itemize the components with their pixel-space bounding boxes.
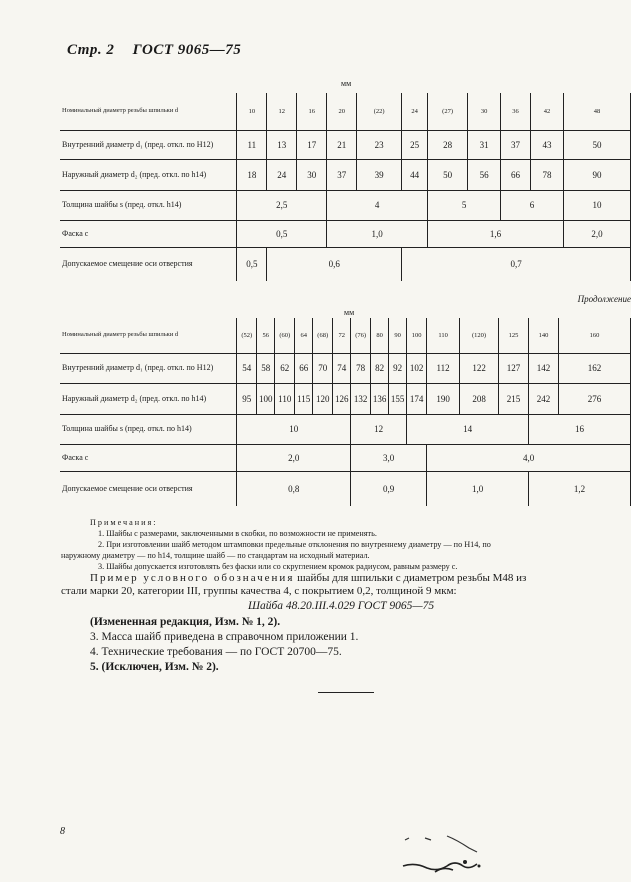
table-cell: 74 <box>333 353 351 383</box>
table-cell: 0,7 <box>402 247 631 281</box>
row-label: Номинальный диаметр резьбы шпильки d <box>60 318 237 353</box>
row-label: Толщина шайбы s (пред. откл. h14) <box>60 190 237 220</box>
table-cell: 43 <box>531 130 564 159</box>
table-cell: 1,0 <box>427 471 529 506</box>
table-cell: 4,0 <box>427 444 631 471</box>
table-cell: 6 <box>501 190 564 220</box>
table-cell: 36 <box>501 93 531 130</box>
table-cell: (22) <box>357 93 402 130</box>
clause-3: 3. Масса шайб приведена в справочном приложении 1. <box>90 631 359 643</box>
table-cell: 70 <box>313 353 333 383</box>
table-cell: 54 <box>237 353 257 383</box>
table-cell: 115 <box>295 383 313 414</box>
note-2-line-1: 2. При изготовлении шайб методом штамповки предельные отклонения по внутреннему диаметру — по H14, по <box>98 540 491 549</box>
table-row <box>60 471 631 506</box>
row-label: Внутренний диаметр d₁ (пред. откл. по H12) <box>60 130 237 159</box>
table-cell: 4 <box>327 190 428 220</box>
table-cell: 66 <box>501 159 531 190</box>
table-row <box>60 220 631 247</box>
table-cell: (76) <box>351 318 371 353</box>
table-cell: 11 <box>237 130 267 159</box>
table-row <box>60 444 631 471</box>
example-text-2: стали марки 20, категории III, группы качества 4, с покрытием 0,2, толщиной 9 мкм: <box>61 585 457 597</box>
table1-unit: мм <box>341 79 352 88</box>
table-cell: 58 <box>257 353 275 383</box>
page-label: Стр. 2 <box>67 42 115 58</box>
row-label: Фаска c <box>60 220 237 247</box>
table-row <box>60 247 631 281</box>
dimensions-table-2 <box>60 318 631 506</box>
note-2-line-2: наружному диаметру — по h14, толщине шайб — по стандартам на исходный материал. <box>61 551 370 560</box>
table-cell: 126 <box>333 383 351 414</box>
table-cell: 66 <box>295 353 313 383</box>
table-cell: 174 <box>407 383 427 414</box>
continuation-label: Продолжение <box>577 294 631 304</box>
table-cell: 1,0 <box>327 220 428 247</box>
table-cell: 100 <box>257 383 275 414</box>
table-cell: 37 <box>501 130 531 159</box>
table-cell: 100 <box>407 318 427 353</box>
table-cell: 16 <box>529 414 631 444</box>
table-cell: 13 <box>267 130 297 159</box>
table-cell: 162 <box>558 353 630 383</box>
table-cell: (52) <box>237 318 257 353</box>
table-cell: 110 <box>275 383 295 414</box>
notes-title: Примечания: <box>90 518 158 527</box>
row-label: Толщина шайбы s (пред. откл. по h14) <box>60 414 237 444</box>
row-label: Допускаемое смещение оси отверстия <box>60 471 237 506</box>
table-cell: 1,6 <box>428 220 564 247</box>
table-cell: 24 <box>402 93 428 130</box>
table-cell: 30 <box>297 159 327 190</box>
table-cell: 10 <box>237 414 351 444</box>
table-cell: 80 <box>371 318 389 353</box>
table-cell: 64 <box>295 318 313 353</box>
table-row <box>60 93 631 130</box>
table-row <box>60 159 631 190</box>
table-cell: (120) <box>460 318 499 353</box>
table-cell: 23 <box>357 130 402 159</box>
table-cell: 125 <box>499 318 529 353</box>
table-row <box>60 190 631 220</box>
table-cell: 276 <box>558 383 630 414</box>
table-cell: (68) <box>313 318 333 353</box>
table-cell: 16 <box>297 93 327 130</box>
table-cell: 102 <box>407 353 427 383</box>
standard-code: ГОСТ 9065—75 <box>132 42 242 58</box>
table-cell: 132 <box>351 383 371 414</box>
table-cell: 21 <box>327 130 357 159</box>
designation-example <box>61 572 631 598</box>
separator-rule <box>318 692 374 693</box>
table-cell: 136 <box>371 383 389 414</box>
table-cell: 208 <box>460 383 499 414</box>
table-row <box>60 318 631 353</box>
table-cell: 142 <box>529 353 559 383</box>
row-label: Наружный диаметр d₂ (пред. откл. по h14) <box>60 383 237 414</box>
table-cell: 12 <box>267 93 297 130</box>
table-cell: (27) <box>428 93 468 130</box>
table-cell: 62 <box>275 353 295 383</box>
page-number: 8 <box>60 826 65 837</box>
clause-4: 4. Технические требования — по ГОСТ 20700—75. <box>90 646 342 658</box>
table-cell: 0,9 <box>351 471 427 506</box>
table-cell: 42 <box>531 93 564 130</box>
table-cell: 78 <box>351 353 371 383</box>
table-cell: 14 <box>407 414 529 444</box>
table-cell: 110 <box>427 318 460 353</box>
table-cell: 0,6 <box>267 247 402 281</box>
row-label: Номинальный диаметр резьбы шпильки d <box>60 93 237 130</box>
example-text-1: шайбы для шпильки с диаметром резьбы M48 из <box>294 572 527 584</box>
table-cell: 78 <box>531 159 564 190</box>
table-cell: 28 <box>428 130 468 159</box>
table-cell: 10 <box>563 190 630 220</box>
table-cell: 112 <box>427 353 460 383</box>
handwritten-mark-icon <box>395 822 505 877</box>
table-cell: 39 <box>357 159 402 190</box>
table-cell: 2,5 <box>237 190 327 220</box>
table-cell: 56 <box>257 318 275 353</box>
table-cell: 215 <box>499 383 529 414</box>
table-row <box>60 353 631 383</box>
table-cell: 37 <box>327 159 357 190</box>
table-cell: 90 <box>563 159 630 190</box>
clause-amended: (Измененная редакция, Изм. № 1, 2). <box>90 616 281 628</box>
table-row <box>60 414 631 444</box>
clause-5: 5. (Исключен, Изм. № 2). <box>90 661 219 673</box>
table-cell: 31 <box>468 130 501 159</box>
clauses-list <box>90 615 358 675</box>
table-cell: 0,5 <box>237 247 267 281</box>
table-cell: 92 <box>389 353 407 383</box>
table-cell: 2,0 <box>237 444 351 471</box>
row-label: Внутренний диаметр d₁ (пред. откл. по H12) <box>60 353 237 383</box>
table-cell: 120 <box>313 383 333 414</box>
table-cell: 90 <box>389 318 407 353</box>
table-cell: 5 <box>428 190 501 220</box>
note-1: 1. Шайбы с размерами, заключенными в скобки, по возможности не применять. <box>98 529 377 538</box>
table-cell: 155 <box>389 383 407 414</box>
page-header <box>67 42 255 59</box>
table-cell: 95 <box>237 383 257 414</box>
table-cell: 44 <box>402 159 428 190</box>
note-3: 3. Шайбы допускается изготовлять без фаски или со скруглением кромок радиусом, равным размеру c. <box>98 562 458 571</box>
table-cell: 242 <box>529 383 559 414</box>
table-cell: 50 <box>428 159 468 190</box>
table-cell: 160 <box>558 318 630 353</box>
notes-block <box>61 517 631 572</box>
table-row <box>60 383 631 414</box>
table-cell: 12 <box>351 414 407 444</box>
table-cell: 3,0 <box>351 444 427 471</box>
table-cell: 1,2 <box>529 471 631 506</box>
table-cell: 122 <box>460 353 499 383</box>
table-cell: 24 <box>267 159 297 190</box>
table-cell: 25 <box>402 130 428 159</box>
table-cell: 82 <box>371 353 389 383</box>
table-cell: 17 <box>297 130 327 159</box>
example-formula: Шайба 48.20.III.4.029 ГОСТ 9065—75 <box>248 600 435 612</box>
table-cell: 127 <box>499 353 529 383</box>
table2-unit: мм <box>344 308 355 317</box>
table-cell: 190 <box>427 383 460 414</box>
table-cell: 0,8 <box>237 471 351 506</box>
row-label: Фаска c <box>60 444 237 471</box>
table-cell: 0,5 <box>237 220 327 247</box>
table-cell: 140 <box>529 318 559 353</box>
table-cell: 20 <box>327 93 357 130</box>
table-cell: 18 <box>237 159 267 190</box>
table-cell: (60) <box>275 318 295 353</box>
table-cell: 72 <box>333 318 351 353</box>
table-cell: 30 <box>468 93 501 130</box>
table-cell: 50 <box>563 130 630 159</box>
row-label: Допускаемое смещение оси отверстия <box>60 247 237 281</box>
table-row <box>60 130 631 159</box>
table-cell: 48 <box>563 93 630 130</box>
example-lead: Пример условного обозначения <box>90 572 295 584</box>
table-cell: 2,0 <box>563 220 630 247</box>
dimensions-table-1 <box>60 93 631 281</box>
table-cell: 10 <box>237 93 267 130</box>
row-label: Наружный диаметр d₂ (пред. откл. по h14) <box>60 159 237 190</box>
table-cell: 56 <box>468 159 501 190</box>
